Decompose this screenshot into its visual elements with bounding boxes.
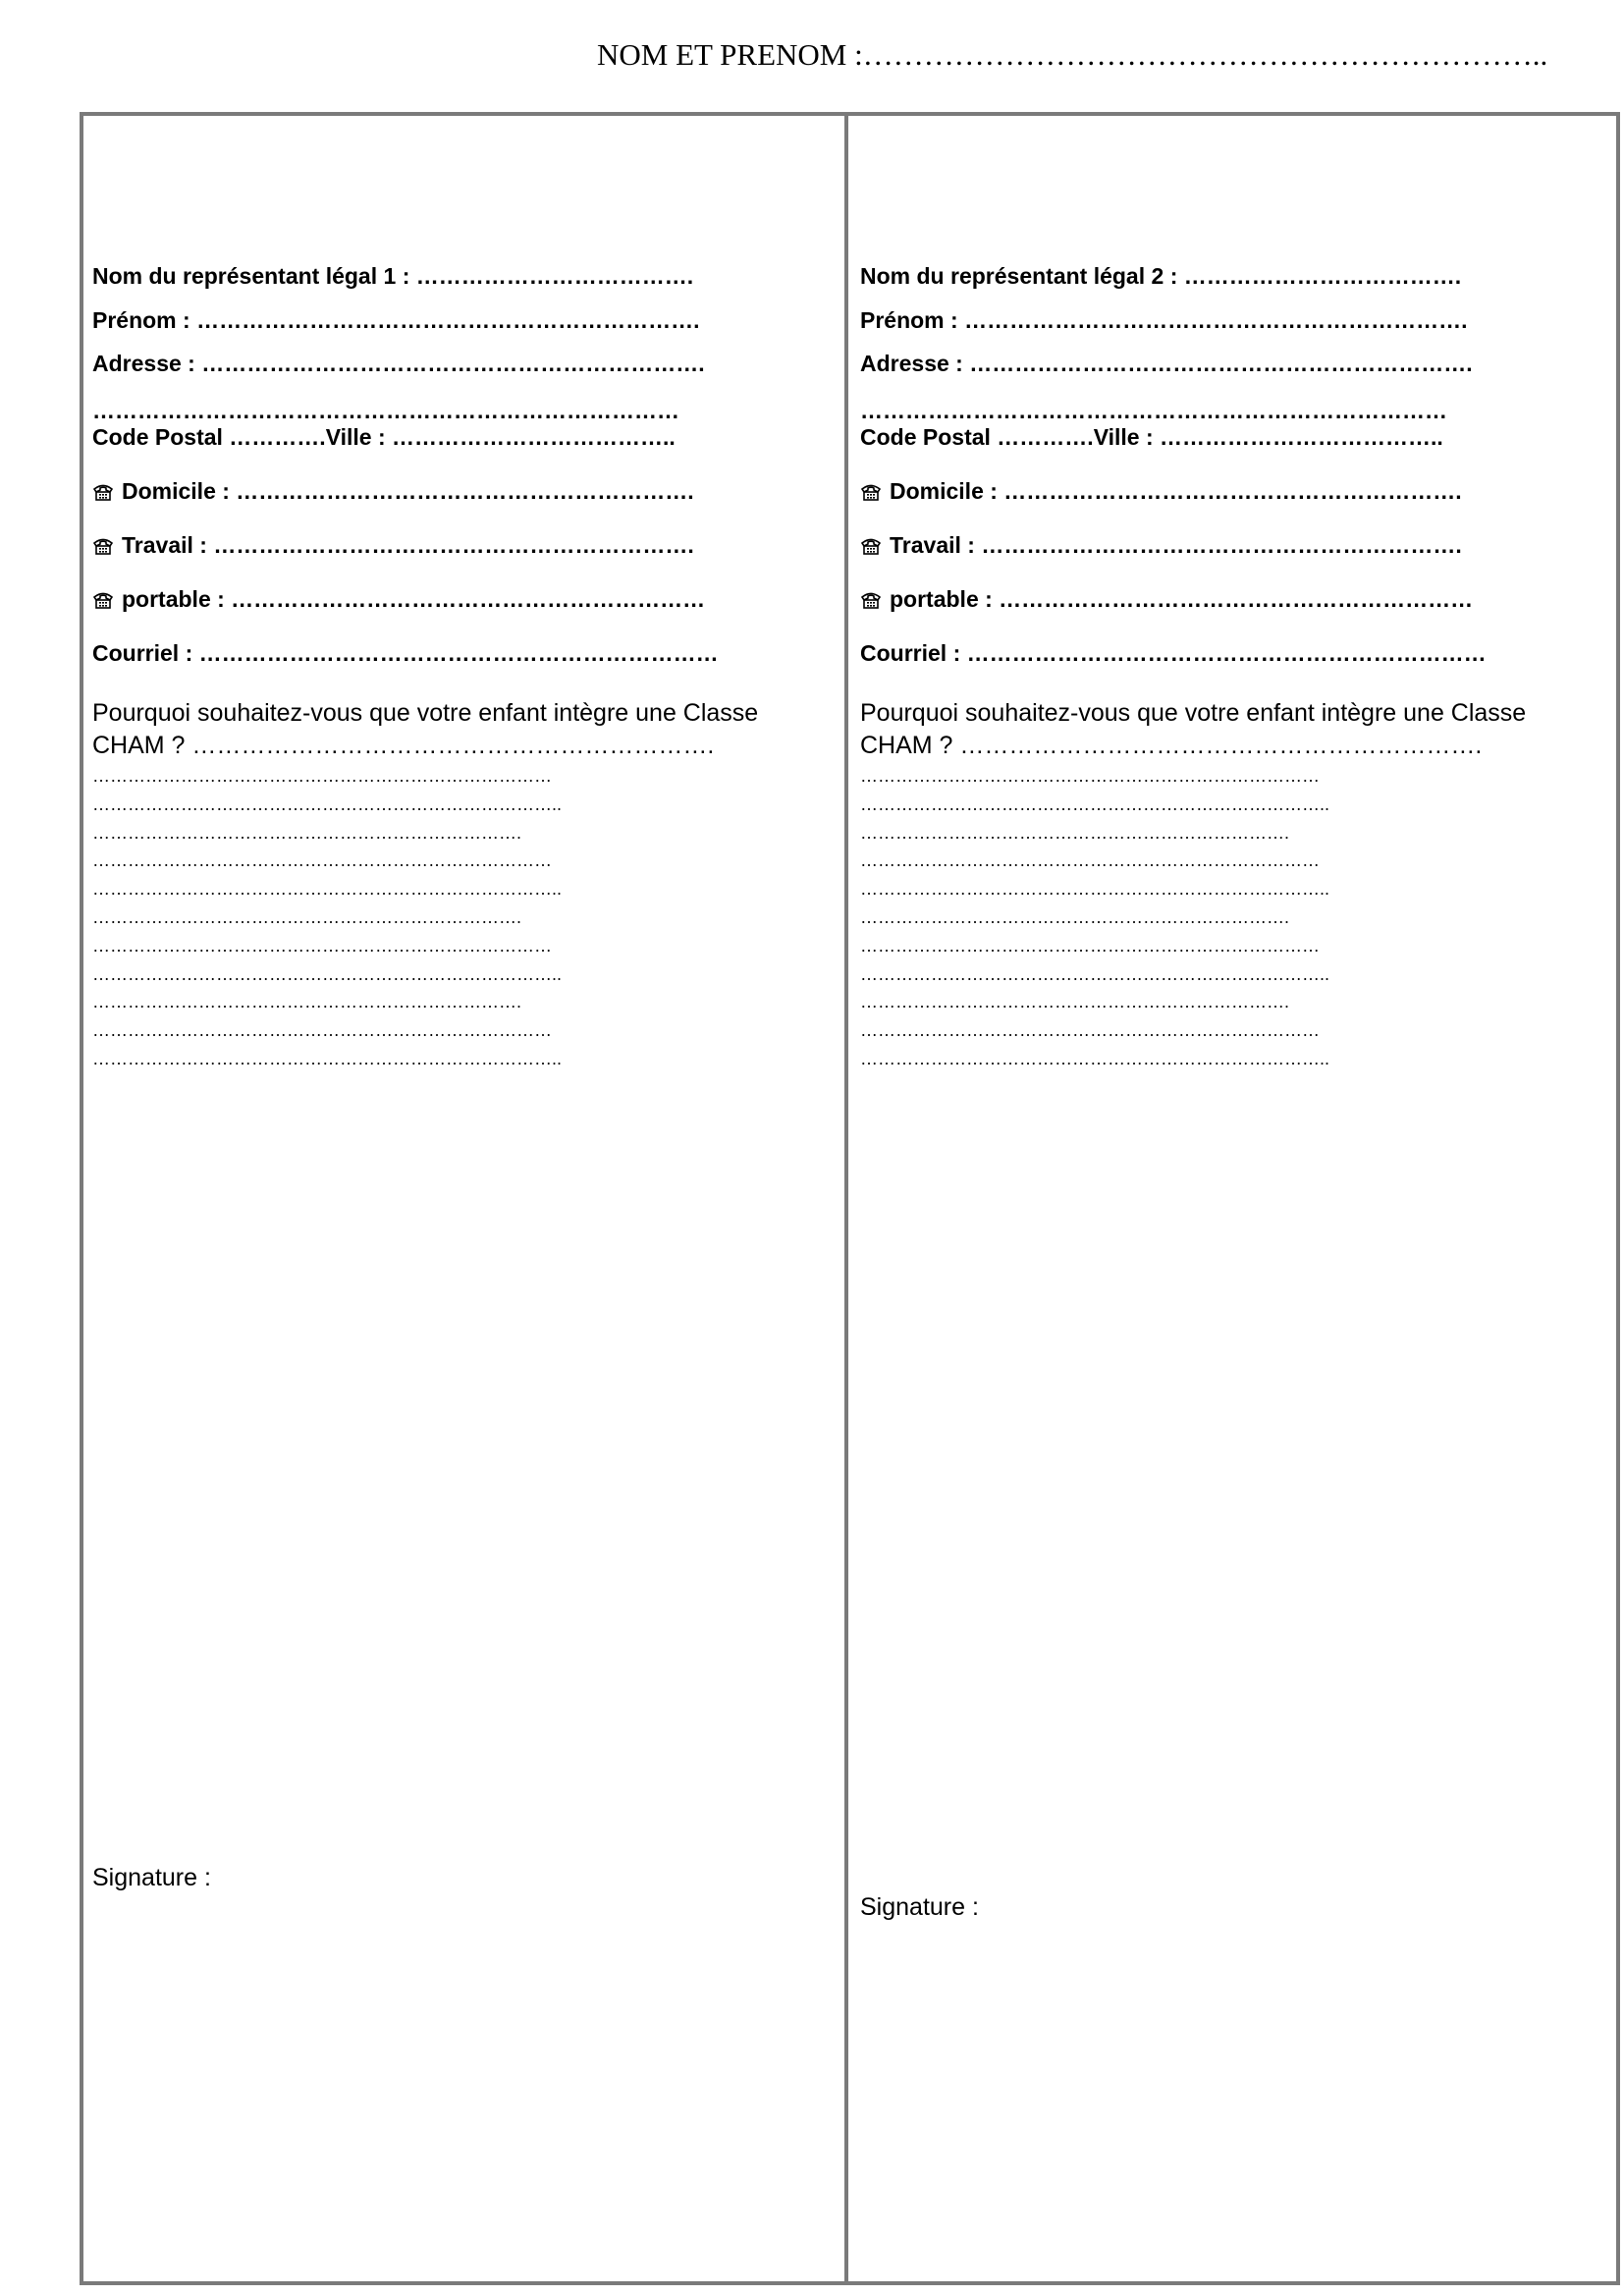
legal-rep-1-column (92, 112, 780, 2285)
first-name-field[interactable]: Prénom : …………………………………………………………. (860, 307, 1468, 333)
answer-line: …………………………………………………………………….. (860, 1048, 1330, 1068)
answer-line: ………………………………………………………………. (860, 906, 1290, 927)
motivation-question-text: Pourquoi souhaitez-vous que votre enfant intègre une Classe CHAM ? ………………………………………………………. (860, 699, 1527, 759)
answer-line: …………………………………………………………………….. (860, 879, 1330, 900)
work-phone-row[interactable] (92, 531, 694, 559)
answer-line: ………………………………………………………………. (860, 992, 1290, 1012)
signature-field[interactable]: Signature : (860, 1893, 979, 1921)
answer-line: …………………………………………………………………….. (860, 793, 1330, 814)
student-name-label: NOM ET PRENOM :………………………………………………………….. (597, 37, 1548, 72)
answer-line: …………………………………………………………………… (92, 935, 552, 956)
work-phone-label: Travail : ………………………………………………………. (890, 532, 1462, 558)
telephone-icon (860, 537, 882, 555)
answer-line: …………………………………………………………………….. (92, 963, 563, 984)
postal-code-city-field[interactable]: Code Postal ………….Ville : ……………………………….. (92, 424, 676, 450)
telephone-icon (860, 591, 882, 609)
home-phone-label: Domicile : ……………………………………………………. (890, 478, 1462, 504)
work-phone-row[interactable] (860, 531, 1462, 559)
answer-line: …………………………………………………………………….. (860, 963, 1330, 984)
answer-line: ………………………………………………………………. (860, 822, 1290, 843)
column-divider (844, 112, 848, 2285)
address-continuation-field[interactable]: …………………………………………………………………… (860, 398, 1447, 423)
mobile-phone-label: portable : ……………………………………………………… (122, 586, 706, 612)
motivation-question-text: Pourquoi souhaitez-vous que votre enfant intègre une Classe CHAM ? ………………………………………………………. (92, 699, 759, 759)
answer-line: …………………………………………………………………… (92, 850, 552, 871)
telephone-icon (92, 537, 114, 555)
answer-line: …………………………………………………………………….. (92, 879, 563, 900)
answer-line: …………………………………………………………………… (92, 1020, 552, 1041)
telephone-icon (92, 591, 114, 609)
mobile-phone-row[interactable] (860, 585, 1473, 613)
answer-line: ………………………………………………………………. (92, 906, 522, 927)
answer-line: …………………………………………………………………… (860, 766, 1320, 786)
mobile-phone-label: portable : ……………………………………………………… (890, 586, 1474, 612)
motivation-question[interactable] (860, 697, 1547, 1073)
email-field[interactable]: Courriel : …………………………………………………………… (860, 640, 1487, 666)
motivation-question[interactable] (92, 697, 780, 1073)
telephone-icon (860, 483, 882, 501)
telephone-icon (92, 483, 114, 501)
answer-line: …………………………………………………………………… (860, 850, 1320, 871)
home-phone-row[interactable] (860, 477, 1462, 505)
legal-rep-name-field[interactable]: Nom du représentant légal 2 : ………………………………. (860, 263, 1462, 289)
answer-line: …………………………………………………………………….. (92, 793, 563, 814)
address-continuation-field[interactable]: …………………………………………………………………… (92, 398, 679, 423)
answer-line: ………………………………………………………………. (92, 992, 522, 1012)
first-name-field[interactable]: Prénom : …………………………………………………………. (92, 307, 700, 333)
address-field[interactable]: Adresse : …………………………………………………………. (92, 351, 705, 376)
legal-rep-name-field[interactable]: Nom du représentant légal 1 : ………………………………. (92, 263, 694, 289)
signature-field[interactable]: Signature : (92, 1864, 211, 1891)
answer-line: …………………………………………………………………….. (92, 1048, 563, 1068)
home-phone-row[interactable] (92, 477, 694, 505)
legal-rep-2-column (860, 112, 1547, 2285)
answer-line: ………………………………………………………………. (92, 822, 522, 843)
answer-line: …………………………………………………………………… (860, 1020, 1320, 1041)
home-phone-label: Domicile : ……………………………………………………. (122, 478, 694, 504)
postal-code-city-field[interactable]: Code Postal ………….Ville : ……………………………….. (860, 424, 1443, 450)
work-phone-label: Travail : ………………………………………………………. (122, 532, 694, 558)
mobile-phone-row[interactable] (92, 585, 705, 613)
answer-line: …………………………………………………………………… (92, 766, 552, 786)
address-field[interactable]: Adresse : …………………………………………………………. (860, 351, 1473, 376)
answer-line: …………………………………………………………………… (860, 935, 1320, 956)
email-field[interactable]: Courriel : …………………………………………………………… (92, 640, 719, 666)
